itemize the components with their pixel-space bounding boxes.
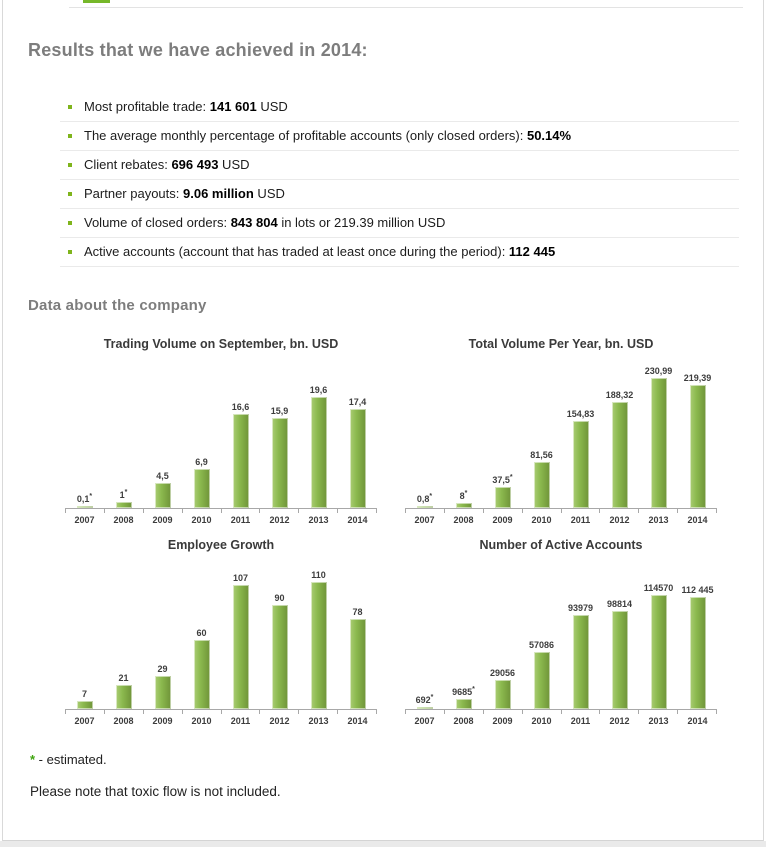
axis-tick	[338, 710, 377, 714]
bar-value-label: 154,83	[566, 409, 595, 419]
bar-group	[522, 450, 561, 508]
bar-group	[639, 366, 678, 508]
bar-group	[444, 687, 483, 709]
bar-value-label: 90	[274, 593, 285, 603]
bar-value-label: 188,32	[605, 390, 634, 400]
bar-chart	[65, 538, 377, 726]
category-label: 2007	[414, 515, 435, 525]
bar-value-label: 0,8*	[416, 493, 433, 504]
axis-tick	[65, 509, 105, 513]
list-item	[60, 93, 739, 122]
results-list	[60, 93, 739, 267]
bar-value-label: 93979	[567, 603, 594, 613]
axis-tick	[562, 509, 601, 513]
axis-tick	[484, 710, 523, 714]
list-item	[60, 151, 739, 180]
axis-tick	[144, 710, 183, 714]
category-label: 2010	[531, 515, 552, 525]
bar-group	[483, 668, 522, 709]
axis-tick	[600, 710, 639, 714]
bar-value-label: 19,6	[309, 385, 328, 395]
category-label: 2012	[269, 515, 290, 525]
bar	[495, 680, 511, 709]
category-label: 2011	[570, 515, 591, 525]
bar-group	[600, 390, 639, 508]
toxic-flow-note: Please note that toxic flow is not included.	[30, 784, 281, 799]
axis-tick	[338, 509, 377, 513]
bar	[612, 611, 628, 709]
category-label: 2014	[347, 716, 368, 726]
chart-axis-ticks	[405, 509, 717, 513]
bar-group	[260, 406, 299, 508]
bar-group	[639, 583, 678, 709]
bar-value-label: 29	[157, 664, 168, 674]
bar-value-label: 57086	[528, 640, 555, 650]
bar-value-label: 29056	[489, 668, 516, 678]
category-label: 2012	[609, 716, 630, 726]
axis-tick	[183, 509, 222, 513]
bar	[155, 483, 171, 508]
bar	[534, 462, 550, 508]
axis-tick	[523, 509, 562, 513]
axis-tick	[260, 710, 299, 714]
category-label: 2008	[453, 716, 474, 726]
bar-group	[104, 490, 143, 508]
category-label: 2008	[113, 716, 134, 726]
bar	[311, 582, 327, 709]
axis-tick	[484, 509, 523, 513]
axis-tick	[523, 710, 562, 714]
bar-group	[678, 585, 717, 709]
category-label: 2007	[74, 716, 95, 726]
bar	[573, 615, 589, 709]
list-item-text: The average monthly percentage of profitable accounts (only closed orders): 50.14%	[84, 128, 572, 143]
footnote-text: - estimated.	[35, 752, 107, 767]
chart-title: Total Volume Per Year, bn. USD	[468, 337, 654, 351]
axis-tick	[639, 710, 678, 714]
bar-group	[600, 599, 639, 709]
bar-group	[65, 494, 104, 508]
category-label: 2013	[648, 515, 669, 525]
bar-group	[338, 607, 377, 709]
bar-group	[221, 402, 260, 508]
bar-value-label: 37,5*	[492, 474, 513, 485]
bar-chart	[405, 538, 717, 726]
bar	[417, 707, 433, 709]
axis-tick	[144, 509, 183, 513]
active-tab-underline	[83, 0, 110, 3]
axis-tick	[445, 509, 484, 513]
bar-value-label: 15,9	[270, 406, 289, 416]
bar	[116, 502, 132, 508]
axis-tick	[678, 509, 717, 513]
bar-group	[444, 491, 483, 508]
axis-tick	[105, 509, 144, 513]
bar-group	[143, 664, 182, 709]
bar-group	[221, 573, 260, 709]
axis-tick	[562, 710, 601, 714]
category-label: 2009	[492, 716, 513, 726]
bullet-icon	[68, 134, 72, 138]
bar-value-label: 0,1*	[76, 493, 93, 504]
list-item-text: Client rebates: 696 493 USD	[84, 157, 250, 172]
chart-category-labels	[405, 513, 717, 525]
bar-value-label: 692*	[415, 694, 434, 705]
bar	[690, 597, 706, 709]
bar	[155, 676, 171, 709]
axis-tick	[445, 710, 484, 714]
bar	[350, 619, 366, 709]
category-label: 2010	[191, 716, 212, 726]
list-item	[60, 209, 739, 238]
category-label: 2008	[453, 515, 474, 525]
asterisk-icon: *	[30, 752, 36, 767]
bar-value-label: 112 445	[681, 585, 714, 595]
axis-tick	[405, 509, 445, 513]
list-item	[60, 238, 739, 267]
category-label: 2014	[687, 515, 708, 525]
axis-tick	[299, 509, 338, 513]
bar-group	[143, 471, 182, 508]
bar	[77, 506, 93, 508]
bar	[233, 414, 249, 508]
axis-tick	[600, 509, 639, 513]
bar-value-label: 8*	[459, 490, 468, 501]
category-label: 2012	[609, 515, 630, 525]
bar-group	[260, 593, 299, 709]
category-label: 2014	[347, 515, 368, 525]
category-label: 2011	[230, 716, 251, 726]
bar-value-label: 110	[311, 570, 326, 580]
bar-value-label: 219,39	[683, 373, 712, 383]
list-item	[60, 122, 739, 151]
bar-value-label: 6,9	[195, 457, 208, 467]
chart-category-labels	[65, 513, 377, 525]
bar	[534, 652, 550, 709]
axis-tick	[639, 509, 678, 513]
bullet-icon	[68, 221, 72, 225]
axis-tick	[678, 710, 717, 714]
bar	[233, 585, 249, 709]
bar	[456, 699, 472, 709]
axis-tick	[222, 509, 261, 513]
bar	[651, 378, 667, 508]
chart-axis-ticks	[65, 509, 377, 513]
bar-group	[561, 603, 600, 709]
category-label: 2008	[113, 515, 134, 525]
bar-group	[405, 695, 444, 709]
bar	[690, 385, 706, 508]
chart-title: Number of Active Accounts	[479, 538, 643, 552]
chart-plot	[65, 361, 377, 509]
bar-value-label: 9685*	[452, 686, 475, 697]
chart-axis-ticks	[405, 710, 717, 714]
bar	[417, 506, 433, 508]
category-label: 2009	[492, 515, 513, 525]
bar-group	[299, 385, 338, 508]
category-label: 2007	[74, 515, 95, 525]
category-label: 2013	[648, 716, 669, 726]
category-label: 2011	[230, 515, 251, 525]
bar-value-label: 107	[232, 573, 249, 583]
chart-category-labels	[405, 714, 717, 726]
bar-chart	[65, 337, 377, 525]
category-label: 2010	[191, 515, 212, 525]
bar-group	[483, 475, 522, 508]
list-item-text: Volume of closed orders: 843 804 in lots or 219.39 million USD	[84, 215, 446, 230]
axis-tick	[260, 509, 299, 513]
chart-plot	[405, 361, 717, 509]
axis-tick	[222, 710, 261, 714]
bar-group	[405, 494, 444, 508]
chart-title: Employee Growth	[167, 538, 275, 552]
chart-category-labels	[65, 714, 377, 726]
chart-plot	[65, 562, 377, 710]
axis-tick	[105, 710, 144, 714]
axis-tick	[65, 710, 105, 714]
bar	[272, 418, 288, 508]
bar-value-label: 21	[118, 673, 129, 683]
bar	[194, 469, 210, 508]
bar-group	[182, 457, 221, 508]
chart-plot	[405, 562, 717, 710]
company-heading: Data about the company	[28, 297, 207, 314]
charts-grid	[65, 337, 717, 726]
results-heading: Results that we have achieved in 2014:	[28, 40, 368, 60]
bar-group	[104, 673, 143, 709]
bar-value-label: 16,6	[231, 402, 250, 412]
list-item-text: Most profitable trade: 141 601 USD	[84, 99, 288, 114]
bar-group	[522, 640, 561, 709]
bar	[194, 640, 210, 709]
category-label: 2012	[269, 716, 290, 726]
estimated-footnote	[30, 752, 107, 767]
bar	[350, 409, 366, 508]
bar-group	[65, 689, 104, 709]
bullet-icon	[68, 250, 72, 254]
bar	[651, 595, 667, 709]
chart-axis-ticks	[65, 710, 377, 714]
category-label: 2013	[308, 716, 329, 726]
bar-chart	[405, 337, 717, 525]
category-label: 2011	[570, 716, 591, 726]
category-label: 2009	[152, 515, 173, 525]
bar	[77, 701, 93, 709]
bar-value-label: 81,56	[530, 450, 553, 460]
content-card	[2, 0, 764, 841]
bullet-icon	[68, 192, 72, 196]
bar-value-label: 114570	[643, 583, 674, 593]
category-label: 2009	[152, 716, 173, 726]
bar	[311, 397, 327, 508]
bar-value-label: 78	[352, 607, 363, 617]
chart-title: Trading Volume on September, bn. USD	[103, 337, 339, 351]
axis-tick	[405, 710, 445, 714]
axis-tick	[299, 710, 338, 714]
bar-group	[338, 397, 377, 508]
bar	[573, 421, 589, 508]
list-item-text: Active accounts (account that has traded at least once during the period): 112 445	[84, 244, 556, 259]
bar-value-label: 98814	[606, 599, 633, 609]
bar-value-label: 17,4	[348, 397, 367, 407]
bar-value-label: 1*	[119, 489, 128, 500]
bar	[272, 605, 288, 709]
category-label: 2010	[531, 716, 552, 726]
bullet-icon	[68, 163, 72, 167]
bar-value-label: 7	[81, 689, 87, 699]
axis-tick	[183, 710, 222, 714]
bar-group	[561, 409, 600, 508]
category-label: 2013	[308, 515, 329, 525]
bullet-icon	[68, 105, 72, 109]
bar-value-label: 4,5	[156, 471, 169, 481]
bar-value-label: 230,99	[644, 366, 673, 376]
bar	[456, 503, 472, 508]
bar	[116, 685, 132, 709]
category-label: 2014	[687, 716, 708, 726]
category-label: 2007	[414, 716, 435, 726]
list-item-text: Partner payouts: 9.06 million USD	[84, 186, 285, 201]
bar	[612, 402, 628, 508]
page-bottom-strip	[0, 841, 766, 847]
top-divider	[69, 7, 743, 8]
list-item	[60, 180, 739, 209]
bar-group	[182, 628, 221, 709]
bar-group	[678, 373, 717, 508]
bar-value-label: 60	[196, 628, 207, 638]
bar-group	[299, 570, 338, 709]
bar	[495, 487, 511, 508]
